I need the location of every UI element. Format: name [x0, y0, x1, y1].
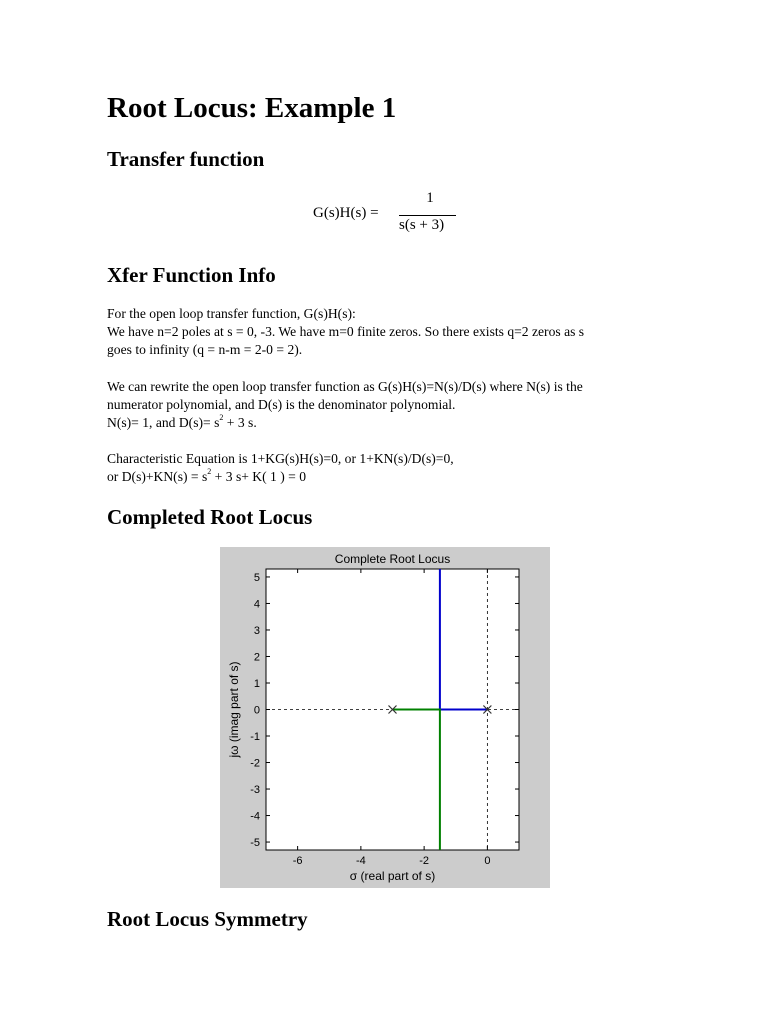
y-tick-label: 4 [253, 598, 260, 611]
equation-denominator: s(s + 3) [399, 217, 445, 233]
y-tick-label: -4 [250, 810, 260, 823]
y-tick-label: 5 [253, 571, 260, 584]
text-line [107, 414, 667, 432]
text-line: goes to infinity (q = n-m = 2-0 = 2). [107, 342, 303, 357]
text-run: + 3 s+ K( 1 ) = 0 [211, 469, 307, 484]
text-line: We have n=2 poles at s = 0, -3. We have m=0 finite zeros. So there exists q=2 zeros as s [107, 324, 585, 339]
exponent: 2 [207, 467, 212, 477]
section-heading-completed-root-locus: Completed Root Locus [107, 505, 313, 529]
text-run: or D(s)+KN(s) = s [107, 469, 208, 484]
y-tick-label: -2 [250, 757, 260, 770]
paragraph-characteristic-equation [107, 450, 667, 486]
root-locus-figure [220, 547, 550, 888]
y-tick-label: 1 [253, 677, 260, 690]
exponent: 2 [219, 413, 224, 423]
equation-numerator: 1 [426, 190, 434, 206]
y-tick-label: -1 [250, 731, 260, 744]
text-run: + 3 s. [223, 415, 257, 430]
fraction-bar [399, 215, 456, 216]
text-line: We can rewrite the open loop transfer function as G(s)H(s)=N(s)/D(s) where N(s) is the [107, 379, 583, 394]
text-line [107, 468, 667, 486]
x-tick-label: 0 [484, 855, 491, 867]
x-tick-label: -6 [292, 855, 303, 867]
section-heading-root-locus-symmetry: Root Locus Symmetry [107, 907, 308, 931]
x-axis-label: σ (real part of s) [349, 869, 436, 883]
paragraph-rewrite [107, 378, 667, 432]
y-tick-label: 2 [253, 651, 260, 664]
text-line: Characteristic Equation is 1+KG(s)H(s)=0, or 1+KN(s)/D(s)=0, [107, 451, 454, 466]
chart-title: Complete Root Locus [334, 552, 451, 566]
text-run: N(s)= 1, and D(s)= s [107, 415, 220, 430]
text-line: For the open loop transfer function, G(s)H(s): [107, 306, 356, 321]
y-tick-label: 0 [253, 704, 260, 717]
x-tick-label: -2 [419, 855, 430, 867]
y-tick-label: -5 [250, 837, 260, 850]
text-line: numerator polynomial, and D(s) is the denominator polynomial. [107, 397, 456, 412]
section-heading-transfer-function: Transfer function [107, 147, 265, 171]
section-heading-xfer-info: Xfer Function Info [107, 263, 276, 287]
y-axis-label: jω (imag part of s) [227, 661, 241, 758]
page-title: Root Locus: Example 1 [107, 92, 397, 124]
x-tick-label: -4 [355, 855, 366, 867]
equation-lhs: G(s)H(s) = [313, 205, 379, 221]
paragraph-poles-zeros [107, 305, 667, 359]
y-tick-label: 3 [253, 624, 260, 637]
root-locus-chart [220, 547, 550, 888]
y-tick-label: -3 [250, 784, 260, 797]
